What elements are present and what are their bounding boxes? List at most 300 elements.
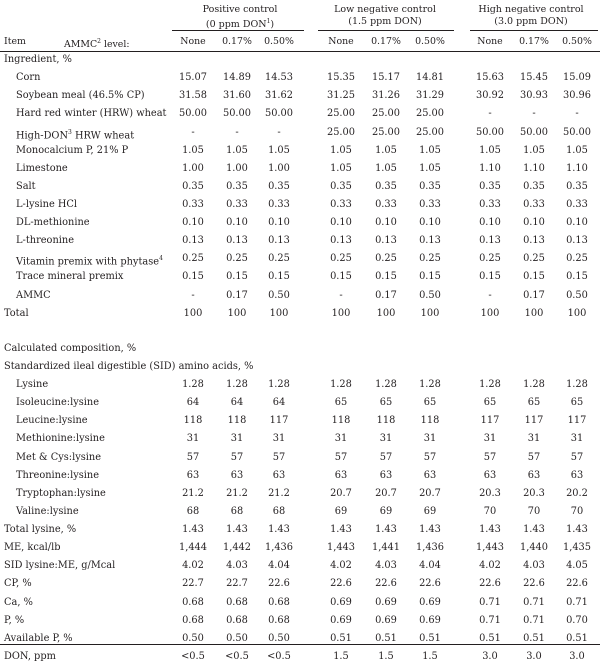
table-cell: 100 xyxy=(331,307,351,319)
item-header: Item xyxy=(4,36,26,47)
row-label: Hard red winter (HRW) wheat xyxy=(16,108,167,120)
table-cell: 63 xyxy=(186,469,200,481)
table-cell: 14.89 xyxy=(222,72,252,84)
table-cell: 1.43 xyxy=(226,524,248,535)
table-cell: 65 xyxy=(379,397,393,409)
table-cell: 65 xyxy=(334,397,348,409)
table-cell: 4.05 xyxy=(566,560,588,572)
row-label: Met & Cys:lysine xyxy=(16,451,102,463)
table-cell: 1.43 xyxy=(375,524,397,535)
table-cell: 0.50 xyxy=(566,289,588,301)
table-cell: 15.17 xyxy=(371,72,401,84)
table-cell: 1.05 xyxy=(523,144,545,156)
table-cell: 0.68 xyxy=(226,614,248,626)
table-cell: 20.3 xyxy=(523,487,545,499)
row-label: Methionine:lysine xyxy=(16,433,105,445)
table-cell: 100 xyxy=(269,307,289,319)
table-cell: 1,443 xyxy=(475,542,505,554)
table-row xyxy=(0,268,600,286)
row-label: SID lysine:ME, g/Mcal xyxy=(4,560,116,572)
table-cell: 4.02 xyxy=(330,560,352,572)
group-subtitle: (0 ppm DON$^1$) xyxy=(205,18,275,31)
row-label: Salt xyxy=(16,180,36,192)
summary-row xyxy=(0,612,600,630)
level-header: 0.17% xyxy=(519,36,549,47)
row-label: Monocalcium P, 21% P xyxy=(16,144,129,156)
table-cell: 0.10 xyxy=(419,217,441,229)
table-cell: 31.26 xyxy=(371,90,401,102)
table-row xyxy=(0,376,600,394)
table-cell: 22.6 xyxy=(479,578,501,590)
table-cell: 63 xyxy=(570,469,584,481)
level-header: None xyxy=(328,36,354,47)
table-cell: 0.35 xyxy=(566,180,588,192)
table-cell: 64 xyxy=(272,397,286,409)
table-cell: 0.13 xyxy=(523,235,545,247)
table-cell: 0.50 xyxy=(182,632,204,644)
table-cell: 0.35 xyxy=(479,180,501,192)
table-cell: 0.50 xyxy=(419,289,441,301)
table-cell: 31 xyxy=(483,433,497,445)
table-row xyxy=(0,503,600,521)
table-cell: 100 xyxy=(376,307,396,319)
table-cell: 0.15 xyxy=(523,271,545,283)
table-cell: 25.00 xyxy=(326,126,356,138)
row-label: High-DON$^3$ HRW wheat xyxy=(16,128,135,141)
table-cell: 69 xyxy=(379,505,393,517)
table-row xyxy=(0,69,600,87)
table-cell: 1,436 xyxy=(264,542,294,554)
table-cell: 1.43 xyxy=(419,524,441,535)
table-cell: 31.62 xyxy=(264,90,294,102)
table-cell: 0.50 xyxy=(226,632,248,644)
table-cell: 0.35 xyxy=(226,180,248,192)
table-row xyxy=(0,394,600,412)
table-cell: 1.43 xyxy=(523,524,545,535)
table-cell: 1.05 xyxy=(419,162,441,174)
table-cell: 50.00 xyxy=(178,108,208,120)
table-cell: 0.68 xyxy=(268,596,290,608)
table-cell: 50.00 xyxy=(222,108,252,120)
summary-row xyxy=(0,539,600,557)
table-cell: 1.05 xyxy=(375,144,397,156)
table-cell: 3.0 xyxy=(526,650,542,662)
table-cell: 1.05 xyxy=(479,144,501,156)
table-cell: 118 xyxy=(183,415,203,427)
table-cell: 15.45 xyxy=(519,72,549,84)
table-cell: 69 xyxy=(423,505,437,517)
table-cell: 0.68 xyxy=(226,596,248,608)
table-cell: 1.28 xyxy=(330,379,352,390)
table-cell: 100 xyxy=(567,307,587,319)
table-cell: 0.35 xyxy=(375,180,397,192)
row-label: Lysine xyxy=(16,379,49,390)
table-row xyxy=(0,467,600,485)
level-header: 0.17% xyxy=(222,36,252,47)
table-cell: 100 xyxy=(480,307,500,319)
table-cell: 0.13 xyxy=(419,235,441,247)
table-cell: 0.25 xyxy=(523,253,545,265)
table-cell: 14.81 xyxy=(415,72,445,84)
row-label: Available P, % xyxy=(4,632,73,644)
table-row xyxy=(0,105,600,123)
table-cell: 0.17 xyxy=(375,289,397,301)
group-subtitle: (3.0 ppm DON) xyxy=(494,16,568,27)
table-row xyxy=(0,430,600,448)
table-cell: 1.5 xyxy=(378,650,394,662)
table-cell: - xyxy=(575,108,579,120)
table-cell: 100 xyxy=(420,307,440,319)
table-cell: 65 xyxy=(483,397,497,409)
table-cell: 57 xyxy=(230,451,244,463)
row-label: Limestone xyxy=(16,162,68,174)
table-cell: - xyxy=(191,289,195,301)
table-cell: 0.25 xyxy=(419,253,441,265)
table-cell: 70 xyxy=(483,505,497,517)
table-cell: 68 xyxy=(272,505,286,517)
table-cell: 1.5 xyxy=(422,650,438,662)
table-cell: 63 xyxy=(379,469,393,481)
table-cell: 21.2 xyxy=(182,487,204,499)
table-cell: 1.05 xyxy=(330,162,352,174)
table-cell: 1.10 xyxy=(566,162,588,174)
table-cell: 57 xyxy=(483,451,497,463)
table-cell: 31.29 xyxy=(415,90,445,102)
table-cell: 31.25 xyxy=(326,90,356,102)
table-cell: <0.5 xyxy=(225,650,249,662)
group-rule xyxy=(172,30,304,31)
table-cell: 31.58 xyxy=(178,90,208,102)
table-cell: 20.7 xyxy=(375,487,397,499)
table-cell: 0.51 xyxy=(566,632,588,644)
table-cell: 1,444 xyxy=(178,542,208,554)
table-cell: 22.7 xyxy=(182,578,204,590)
table-cell: 15.07 xyxy=(178,72,208,84)
summary-row xyxy=(0,575,600,593)
group-rule xyxy=(318,30,454,31)
table-cell: 0.50 xyxy=(268,632,290,644)
summary-row xyxy=(0,305,600,323)
row-label: Trace mineral premix xyxy=(16,271,124,283)
table-cell: 1.05 xyxy=(375,162,397,174)
table-cell: 118 xyxy=(376,415,396,427)
table-cell: 4.03 xyxy=(226,560,248,572)
table-cell: 0.50 xyxy=(268,289,290,301)
table-cell: 15.09 xyxy=(562,72,592,84)
table-cell: 0.69 xyxy=(330,614,352,626)
table-cell: 0.68 xyxy=(268,614,290,626)
table-cell: 0.51 xyxy=(330,632,352,644)
table-cell: 0.10 xyxy=(226,217,248,229)
table-cell: 1.05 xyxy=(226,144,248,156)
row-label: L-threonine xyxy=(16,235,74,247)
table-cell: 1.5 xyxy=(333,650,349,662)
table-row xyxy=(0,449,600,467)
table-cell: 0.35 xyxy=(419,180,441,192)
table-cell: 0.13 xyxy=(226,235,248,247)
table-cell: 31 xyxy=(334,433,348,445)
table-cell: 70 xyxy=(570,505,584,517)
row-label: P, % xyxy=(4,614,25,626)
table-cell: 0.33 xyxy=(566,199,588,210)
table-row xyxy=(0,250,600,268)
row-label: Standardized ileal digestible (SID) amino acids, % xyxy=(4,360,254,372)
table-cell: 1.28 xyxy=(375,379,397,390)
table-cell: 0.33 xyxy=(330,199,352,210)
table-cell: - xyxy=(339,289,343,301)
row-label: AMMC xyxy=(16,289,51,301)
table-cell: 1,443 xyxy=(326,542,356,554)
table-cell: 4.04 xyxy=(419,560,441,572)
table-cell: 100 xyxy=(524,307,544,319)
table-cell: - xyxy=(488,289,492,301)
table-cell: 65 xyxy=(570,397,584,409)
row-label: DON, ppm xyxy=(4,650,56,662)
table-cell: 64 xyxy=(186,397,200,409)
level-header: 0.50% xyxy=(264,36,294,47)
table-cell: 117 xyxy=(269,415,289,427)
table-cell: 21.2 xyxy=(226,487,248,499)
summary-row xyxy=(0,557,600,575)
row-label: Soybean meal (46.5% CP) xyxy=(16,90,145,102)
row-label: Isoleucine:lysine xyxy=(16,397,100,409)
table-cell: 31 xyxy=(272,433,286,445)
table-cell: 57 xyxy=(527,451,541,463)
table-cell: 50.00 xyxy=(475,126,505,138)
table-cell: 20.7 xyxy=(419,487,441,499)
table-cell: 20.3 xyxy=(479,487,501,499)
table-cell: 0.10 xyxy=(268,217,290,229)
group-header-high-negative-control xyxy=(462,4,600,28)
table-cell: 1.28 xyxy=(566,379,588,390)
table-cell: 0.69 xyxy=(375,596,397,608)
table-cell: 1.10 xyxy=(523,162,545,174)
table-cell: 65 xyxy=(423,397,437,409)
table-cell: 31 xyxy=(423,433,437,445)
table-cell: 1.43 xyxy=(479,524,501,535)
table-cell: 0.69 xyxy=(419,614,441,626)
table-cell: 1.43 xyxy=(330,524,352,535)
row-label: Total xyxy=(4,307,29,319)
table-cell: 0.51 xyxy=(523,632,545,644)
table-cell: 0.13 xyxy=(182,235,204,247)
table-cell: 1.05 xyxy=(330,144,352,156)
table-cell: 57 xyxy=(570,451,584,463)
table-cell: 0.17 xyxy=(226,289,248,301)
row-label: Valine:lysine xyxy=(16,505,79,517)
table-cell: 0.13 xyxy=(375,235,397,247)
table-cell: 0.13 xyxy=(268,235,290,247)
table-cell: 0.15 xyxy=(226,271,248,283)
summary-row xyxy=(0,521,600,539)
table-cell: 4.04 xyxy=(268,560,290,572)
group-title: Positive control xyxy=(202,4,278,15)
table-cell: 0.13 xyxy=(330,235,352,247)
table-cell: 22.6 xyxy=(268,578,290,590)
table-cell: 1.43 xyxy=(268,524,290,535)
group-title: Low negative control xyxy=(334,4,436,15)
table-cell: 1,436 xyxy=(415,542,445,554)
table-cell: 1.28 xyxy=(523,379,545,390)
table-cell: 20.7 xyxy=(330,487,352,499)
table-cell: 0.70 xyxy=(566,614,588,626)
table-cell: 0.35 xyxy=(330,180,352,192)
section-heading xyxy=(0,51,600,69)
table-row xyxy=(0,87,600,105)
table-cell: 0.69 xyxy=(419,596,441,608)
table-cell: 0.33 xyxy=(182,199,204,210)
table-cell: 0.10 xyxy=(523,217,545,229)
table-cell: 57 xyxy=(379,451,393,463)
table-cell: 0.35 xyxy=(523,180,545,192)
table-cell: 57 xyxy=(186,451,200,463)
table-cell: 70 xyxy=(527,505,541,517)
group-header-low-negative-control xyxy=(310,4,460,28)
table-cell: <0.5 xyxy=(267,650,291,662)
row-label: Calculated composition, % xyxy=(4,342,137,354)
table-row xyxy=(0,214,600,232)
table-cell: 25.00 xyxy=(371,126,401,138)
table-cell: 63 xyxy=(230,469,244,481)
table-cell: 25.00 xyxy=(326,108,356,120)
table-cell: 1.05 xyxy=(419,144,441,156)
table-cell: 22.6 xyxy=(375,578,397,590)
row-label: L-lysine HCl xyxy=(16,199,78,210)
table-cell: 0.10 xyxy=(182,217,204,229)
table-cell: 22.7 xyxy=(226,578,248,590)
row-label: Total lysine, % xyxy=(4,524,77,535)
table-cell: 31 xyxy=(570,433,584,445)
table-cell: 0.10 xyxy=(479,217,501,229)
level-header: None xyxy=(180,36,206,47)
table-cell: 4.02 xyxy=(479,560,501,572)
table-cell: 4.02 xyxy=(182,560,204,572)
group-subtitle: (1.5 ppm DON) xyxy=(348,16,422,27)
table-cell: <0.5 xyxy=(181,650,205,662)
table-cell: 0.15 xyxy=(479,271,501,283)
table-cell: - xyxy=(235,126,239,138)
table-cell: 0.15 xyxy=(419,271,441,283)
table-cell: 0.69 xyxy=(375,614,397,626)
table-cell: 1.28 xyxy=(419,379,441,390)
table-row xyxy=(0,178,600,196)
table-cell: 0.71 xyxy=(479,596,501,608)
table-row xyxy=(0,160,600,178)
table-cell: 57 xyxy=(272,451,286,463)
table-cell: 63 xyxy=(483,469,497,481)
table-cell: 1.43 xyxy=(566,524,588,535)
table-cell: 31 xyxy=(230,433,244,445)
row-label: Ca, % xyxy=(4,596,33,608)
table-cell: 1.28 xyxy=(479,379,501,390)
table-cell: 0.25 xyxy=(566,253,588,265)
table-row xyxy=(0,287,600,305)
table-cell: 0.15 xyxy=(330,271,352,283)
table-cell: 0.35 xyxy=(268,180,290,192)
table-cell: 1,441 xyxy=(371,542,401,554)
level-header: 0.17% xyxy=(371,36,401,47)
table-cell: 0.13 xyxy=(566,235,588,247)
table-cell: 68 xyxy=(230,505,244,517)
table-cell: 0.71 xyxy=(479,614,501,626)
table-cell: 118 xyxy=(420,415,440,427)
row-label: Tryptophan:lysine xyxy=(16,487,106,499)
table-cell: 63 xyxy=(334,469,348,481)
table-cell: 4.03 xyxy=(523,560,545,572)
table-cell: 117 xyxy=(567,415,587,427)
table-cell: 0.71 xyxy=(523,614,545,626)
table-cell: 50.00 xyxy=(562,126,592,138)
table-row xyxy=(0,485,600,503)
level-header: None xyxy=(477,36,503,47)
table-cell: 118 xyxy=(331,415,351,427)
table-cell: 30.93 xyxy=(519,90,549,102)
table-cell: 0.68 xyxy=(182,614,204,626)
row-label: CP, % xyxy=(4,578,32,590)
table-cell: 69 xyxy=(334,505,348,517)
table-cell: 22.6 xyxy=(419,578,441,590)
table-cell: 30.96 xyxy=(562,90,592,102)
table-cell: 0.25 xyxy=(268,253,290,265)
bottom-rule xyxy=(0,644,600,645)
table-cell: 117 xyxy=(480,415,500,427)
table-row xyxy=(0,412,600,430)
table-cell: 0.15 xyxy=(182,271,204,283)
table-cell: 0.13 xyxy=(479,235,501,247)
table-cell: 0.25 xyxy=(226,253,248,265)
table-cell: 1,442 xyxy=(222,542,252,554)
table-cell: 0.35 xyxy=(182,180,204,192)
table-row xyxy=(0,196,600,214)
table-cell: 31 xyxy=(379,433,393,445)
table-row xyxy=(0,124,600,142)
table-cell: 14.53 xyxy=(264,72,294,84)
table-cell: 63 xyxy=(272,469,286,481)
table-cell: 117 xyxy=(524,415,544,427)
section-heading xyxy=(0,340,600,358)
table-cell: 25.00 xyxy=(415,126,445,138)
table-cell: 3.0 xyxy=(569,650,585,662)
table-cell: 0.51 xyxy=(479,632,501,644)
table-cell: 0.10 xyxy=(375,217,397,229)
table-cell: 0.25 xyxy=(479,253,501,265)
table-cell: 22.6 xyxy=(566,578,588,590)
table-cell: 63 xyxy=(527,469,541,481)
table-cell: 25.00 xyxy=(415,108,445,120)
table-cell: 0.33 xyxy=(226,199,248,210)
table-cell: 57 xyxy=(334,451,348,463)
table-cell: 0.69 xyxy=(330,596,352,608)
row-label: Leucine:lysine xyxy=(16,415,88,427)
table-cell: 1.05 xyxy=(566,144,588,156)
row-label: Threonine:lysine xyxy=(16,469,100,481)
table-cell: 31 xyxy=(186,433,200,445)
table-row xyxy=(0,142,600,160)
table-cell: 1,440 xyxy=(519,542,549,554)
table-cell: 1.05 xyxy=(268,144,290,156)
table-cell: 21.2 xyxy=(268,487,290,499)
summary-row xyxy=(0,648,600,666)
table-cell: 0.15 xyxy=(268,271,290,283)
table-cell: 15.35 xyxy=(326,72,356,84)
table-cell: 0.25 xyxy=(375,253,397,265)
table-cell: 0.17 xyxy=(523,289,545,301)
section-heading xyxy=(0,358,600,376)
table-cell: 0.10 xyxy=(566,217,588,229)
table-cell: 118 xyxy=(227,415,247,427)
table-cell: 31 xyxy=(527,433,541,445)
table-cell: 1.43 xyxy=(182,524,204,535)
